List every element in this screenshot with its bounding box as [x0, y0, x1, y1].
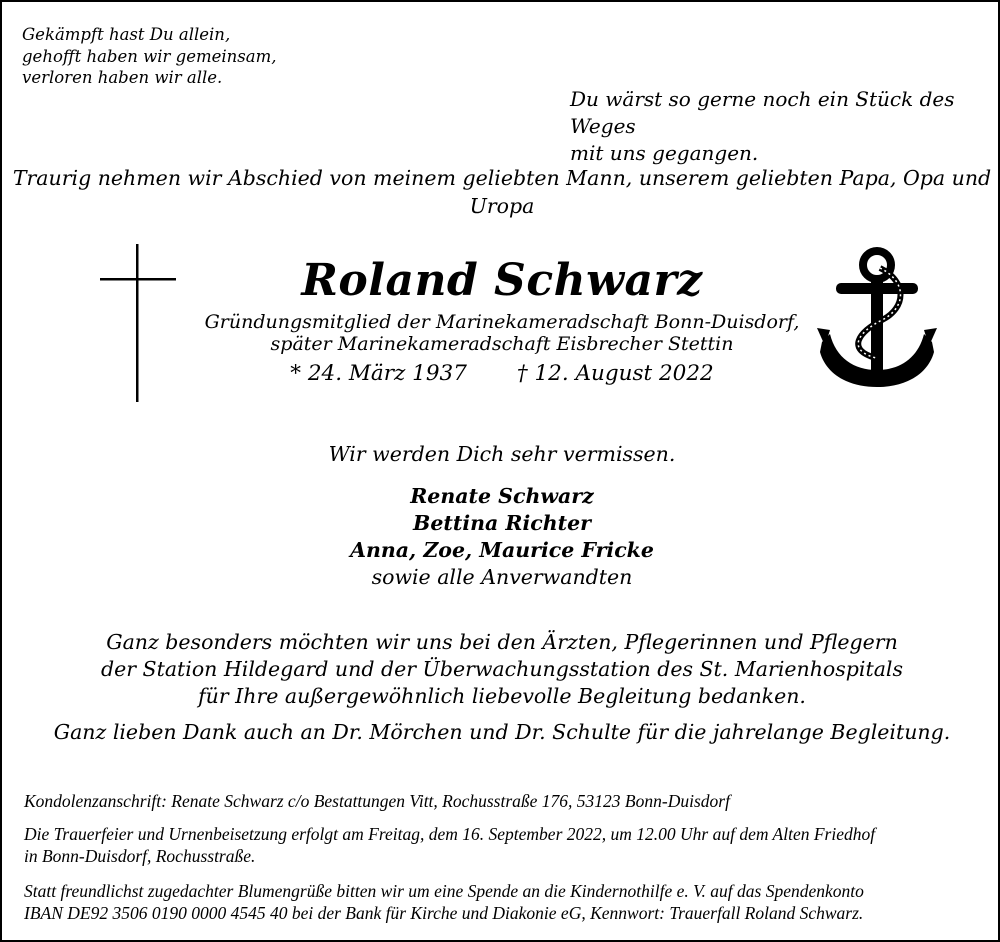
subtitle-line-1: Gründungsmitglied der Marinekameradschaft Bonn-Duisdorf,	[204, 311, 800, 333]
poem-right-line-2: mit uns gegangen.	[570, 141, 759, 165]
thanks-line-3: für Ihre außergewöhnlich liebevolle Begleitung bedanken.	[198, 684, 806, 708]
donation-line-1: Statt freundlichst zugedachter Blumengrüße bitten wir um eine Spende an die Kindernothilfe e. V. auf das Spendenkonto	[24, 881, 864, 901]
ceremony-line-1: Die Trauerfeier und Urnenbeisetzung erfolgt am Freitag, dem 16. September 2022, um 12.00 Uhr auf dem Alten Friedhof	[24, 824, 876, 844]
thanks-text	[2, 629, 1000, 710]
donation-line-2: IBAN DE92 3506 0190 0000 4545 40 bei der Bank für Kirche und Diakonie eG, Kennwort: Trauerfall Roland Schwarz.	[24, 903, 864, 923]
anchor-icon	[816, 246, 938, 388]
poem-right-line-1: Du wärst so gerne noch ein Stück des Weges	[570, 87, 955, 138]
poem-left-line-2: gehofft haben wir gemeinsam,	[22, 46, 277, 66]
ceremony-line-2: in Bonn-Duisdorf, Rochusstraße.	[24, 846, 256, 866]
subtitle-line-2: später Marinekameradschaft Eisbrecher Stettin	[270, 333, 734, 355]
ceremony-info	[24, 823, 875, 867]
thanks-doctors: Ganz lieben Dank auch an Dr. Mörchen und Dr. Schulte für die jahrelange Begleitung.	[53, 720, 951, 744]
poem-left-line-1: Gekämpft hast Du allein,	[22, 25, 231, 44]
family-member: Renate Schwarz	[410, 484, 594, 508]
death-date: † 12. August 2022	[516, 361, 714, 386]
thanks-line-1: Ganz besonders möchten wir uns bei den Ärzten, Pflegerinnen und Pflegern	[106, 630, 898, 654]
poem-right	[570, 86, 998, 167]
thanks-line-2: der Station Hildegard und der Überwachungsstation des St. Marienhospitals	[100, 657, 904, 681]
miss-text: Wir werden Dich sehr vermissen.	[328, 442, 676, 466]
family-others: sowie alle Anverwandten	[371, 565, 633, 589]
condolence-address: Kondolenzanschrift: Renate Schwarz c/o Bestattungen Vitt, Rochusstraße 176, 53123 Bonn-Duisdorf	[24, 791, 730, 811]
donation-info	[24, 880, 864, 924]
family-member: Bettina Richter	[413, 511, 591, 535]
birth-date: * 24. März 1937	[290, 361, 467, 386]
deceased-name: Roland Schwarz	[301, 255, 703, 306]
intro-text: Traurig nehmen wir Abschied von meinem geliebten Mann, unserem geliebten Papa, Opa und Uropa	[12, 166, 992, 218]
poem-left	[22, 24, 277, 89]
family-signatures	[2, 483, 1000, 591]
poem-left-line-3: verloren haben wir alle.	[22, 68, 223, 87]
family-member: Anna, Zoe, Maurice Fricke	[350, 538, 654, 562]
